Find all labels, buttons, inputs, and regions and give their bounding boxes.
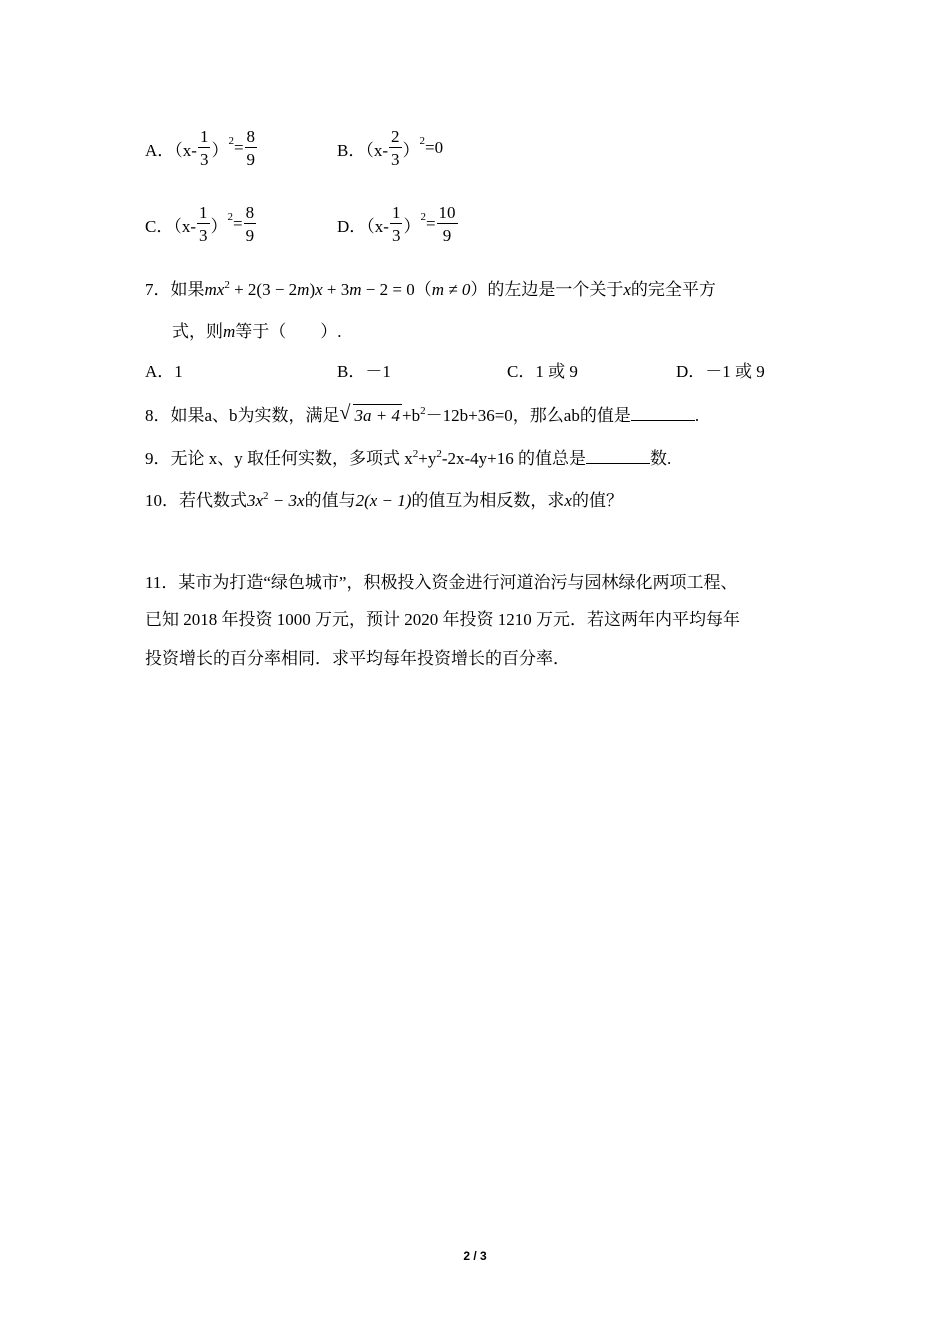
fraction-numerator: 8 [246, 127, 256, 146]
q7-option-d: D．－1 或 9 [676, 362, 765, 381]
close-paren: ） [402, 140, 420, 160]
fraction-numerator: 2 [391, 127, 400, 146]
option-prefix: B．（x- [337, 140, 388, 160]
close-paren: ） [211, 140, 229, 160]
answer-blank[interactable] [586, 449, 650, 464]
q10-text: 的值与 [304, 491, 356, 510]
fraction-denominator: 3 [199, 226, 208, 245]
q11-line-3: 投资增长的百分率相同．求平均每年投资增长的百分率． [145, 649, 570, 668]
eq-var: m [297, 280, 310, 299]
close-paren: ） [403, 216, 421, 236]
paren: （ [414, 280, 432, 299]
rhs-fraction [437, 204, 458, 244]
q7-text: 的完全平方 [630, 280, 716, 299]
q7-number: 7．如果 [145, 280, 205, 299]
q9-text: +y [418, 449, 437, 468]
q11-line-1: 11．某市为打造“绿色城市”，积极投入资金进行河道治污与园林绿化两项工程、 [145, 573, 738, 592]
exponent: 2 [228, 135, 234, 147]
q8-text: +b [402, 406, 421, 425]
eq-term: + 2(3 − 2 [229, 280, 298, 299]
fraction-numerator: 1 [391, 203, 401, 222]
var-x: x [564, 491, 572, 510]
radicand: 3a + 4 [354, 406, 401, 425]
fraction-denominator: 3 [391, 150, 400, 169]
fraction-numerator: 8 [245, 203, 255, 222]
expression: − 3x [268, 491, 305, 510]
option-prefix: D．（x- [337, 216, 389, 236]
exponent: 2 [419, 135, 425, 147]
rhs-fraction [245, 128, 258, 168]
q7-option-a: A．1 [145, 362, 183, 381]
eq-term: + 3 [322, 280, 350, 299]
radical-sign-icon: √ [339, 402, 351, 424]
exponent: 2 [420, 405, 426, 417]
q8-text: 8．如果a、b为实数，满足 [145, 406, 340, 425]
rhs-fraction [244, 204, 257, 244]
fraction-denominator: 9 [246, 150, 256, 169]
eq-term: mx [204, 280, 225, 299]
expression: 3x [247, 491, 264, 510]
var-x: x [623, 280, 631, 299]
eq-var: x [315, 280, 323, 299]
eq-term: ) [309, 280, 316, 299]
equals: = [233, 214, 243, 233]
fraction-numerator: 1 [199, 203, 208, 222]
q7-text: 的左边是一个关于 [487, 280, 624, 299]
fraction-denominator: 3 [199, 150, 209, 169]
answer-blank[interactable] [631, 406, 695, 421]
q11-line-2: 已知 2018 年投资 1000 万元，预计 2020 年投资 1210 万元．若这两年内平均每年 [145, 610, 740, 629]
fraction-denominator: 3 [391, 226, 401, 245]
exponent: 2 [227, 211, 233, 223]
fraction-numerator: 10 [438, 203, 456, 222]
q9-text: 数. [650, 449, 672, 468]
q9-text: 9．无论 x、y 取任何实数，多项式 x [145, 449, 413, 468]
q9-text: -2x-4y+16 的值总是 [441, 449, 587, 468]
q7-option-b: B．－1 [337, 362, 391, 381]
fraction-denominator: 9 [245, 226, 255, 245]
q6-option-d [337, 204, 459, 244]
sqrt [339, 402, 402, 425]
fraction [197, 204, 210, 244]
q10 [145, 492, 623, 509]
fraction [390, 204, 403, 244]
q10-text: 10．若代数式 [145, 491, 247, 510]
equals: = [425, 214, 436, 233]
q8 [145, 402, 700, 425]
paren: ） [470, 280, 488, 299]
q7-option-c: C．1 或 9 [507, 362, 578, 381]
q6-option-c [145, 204, 257, 244]
condition: m ≠ 0 [431, 280, 471, 299]
option-prefix: C．（x- [145, 216, 196, 236]
q9 [145, 449, 671, 467]
q10-text: 的值？ [571, 491, 623, 510]
fraction-denominator: 9 [442, 226, 452, 245]
q7-text: 式，则 [172, 322, 223, 341]
q7-text: 等于（ ）. [235, 322, 342, 341]
eq-var: m [349, 280, 362, 299]
q8-text: －12b+36=0，那么ab的值是 [425, 406, 631, 425]
q10-text: 的值互为相反数，求 [411, 491, 565, 510]
fraction-numerator: 1 [199, 127, 209, 146]
equals: = [233, 138, 244, 157]
close-paren: ） [210, 216, 228, 236]
exponent: 2 [420, 211, 426, 223]
fraction [198, 128, 211, 168]
fraction [389, 128, 402, 168]
equals: =0 [425, 138, 444, 157]
expression: 2(x − 1) [355, 491, 412, 510]
eq-term: − 2 = 0 [361, 280, 415, 299]
q7-line-2 [172, 323, 342, 340]
exponent: 2 [412, 448, 419, 460]
exponent: 2 [263, 490, 269, 502]
option-prefix: A．（x- [145, 140, 197, 160]
page-number: 2 / 3 [463, 1249, 487, 1263]
var-m: m [223, 322, 236, 341]
q7-line-1 [145, 281, 716, 298]
period: . [694, 406, 700, 425]
exponent: 2 [224, 279, 230, 291]
q6-option-b [337, 128, 443, 168]
exponent: 2 [436, 448, 442, 460]
q6-option-a [145, 128, 258, 168]
